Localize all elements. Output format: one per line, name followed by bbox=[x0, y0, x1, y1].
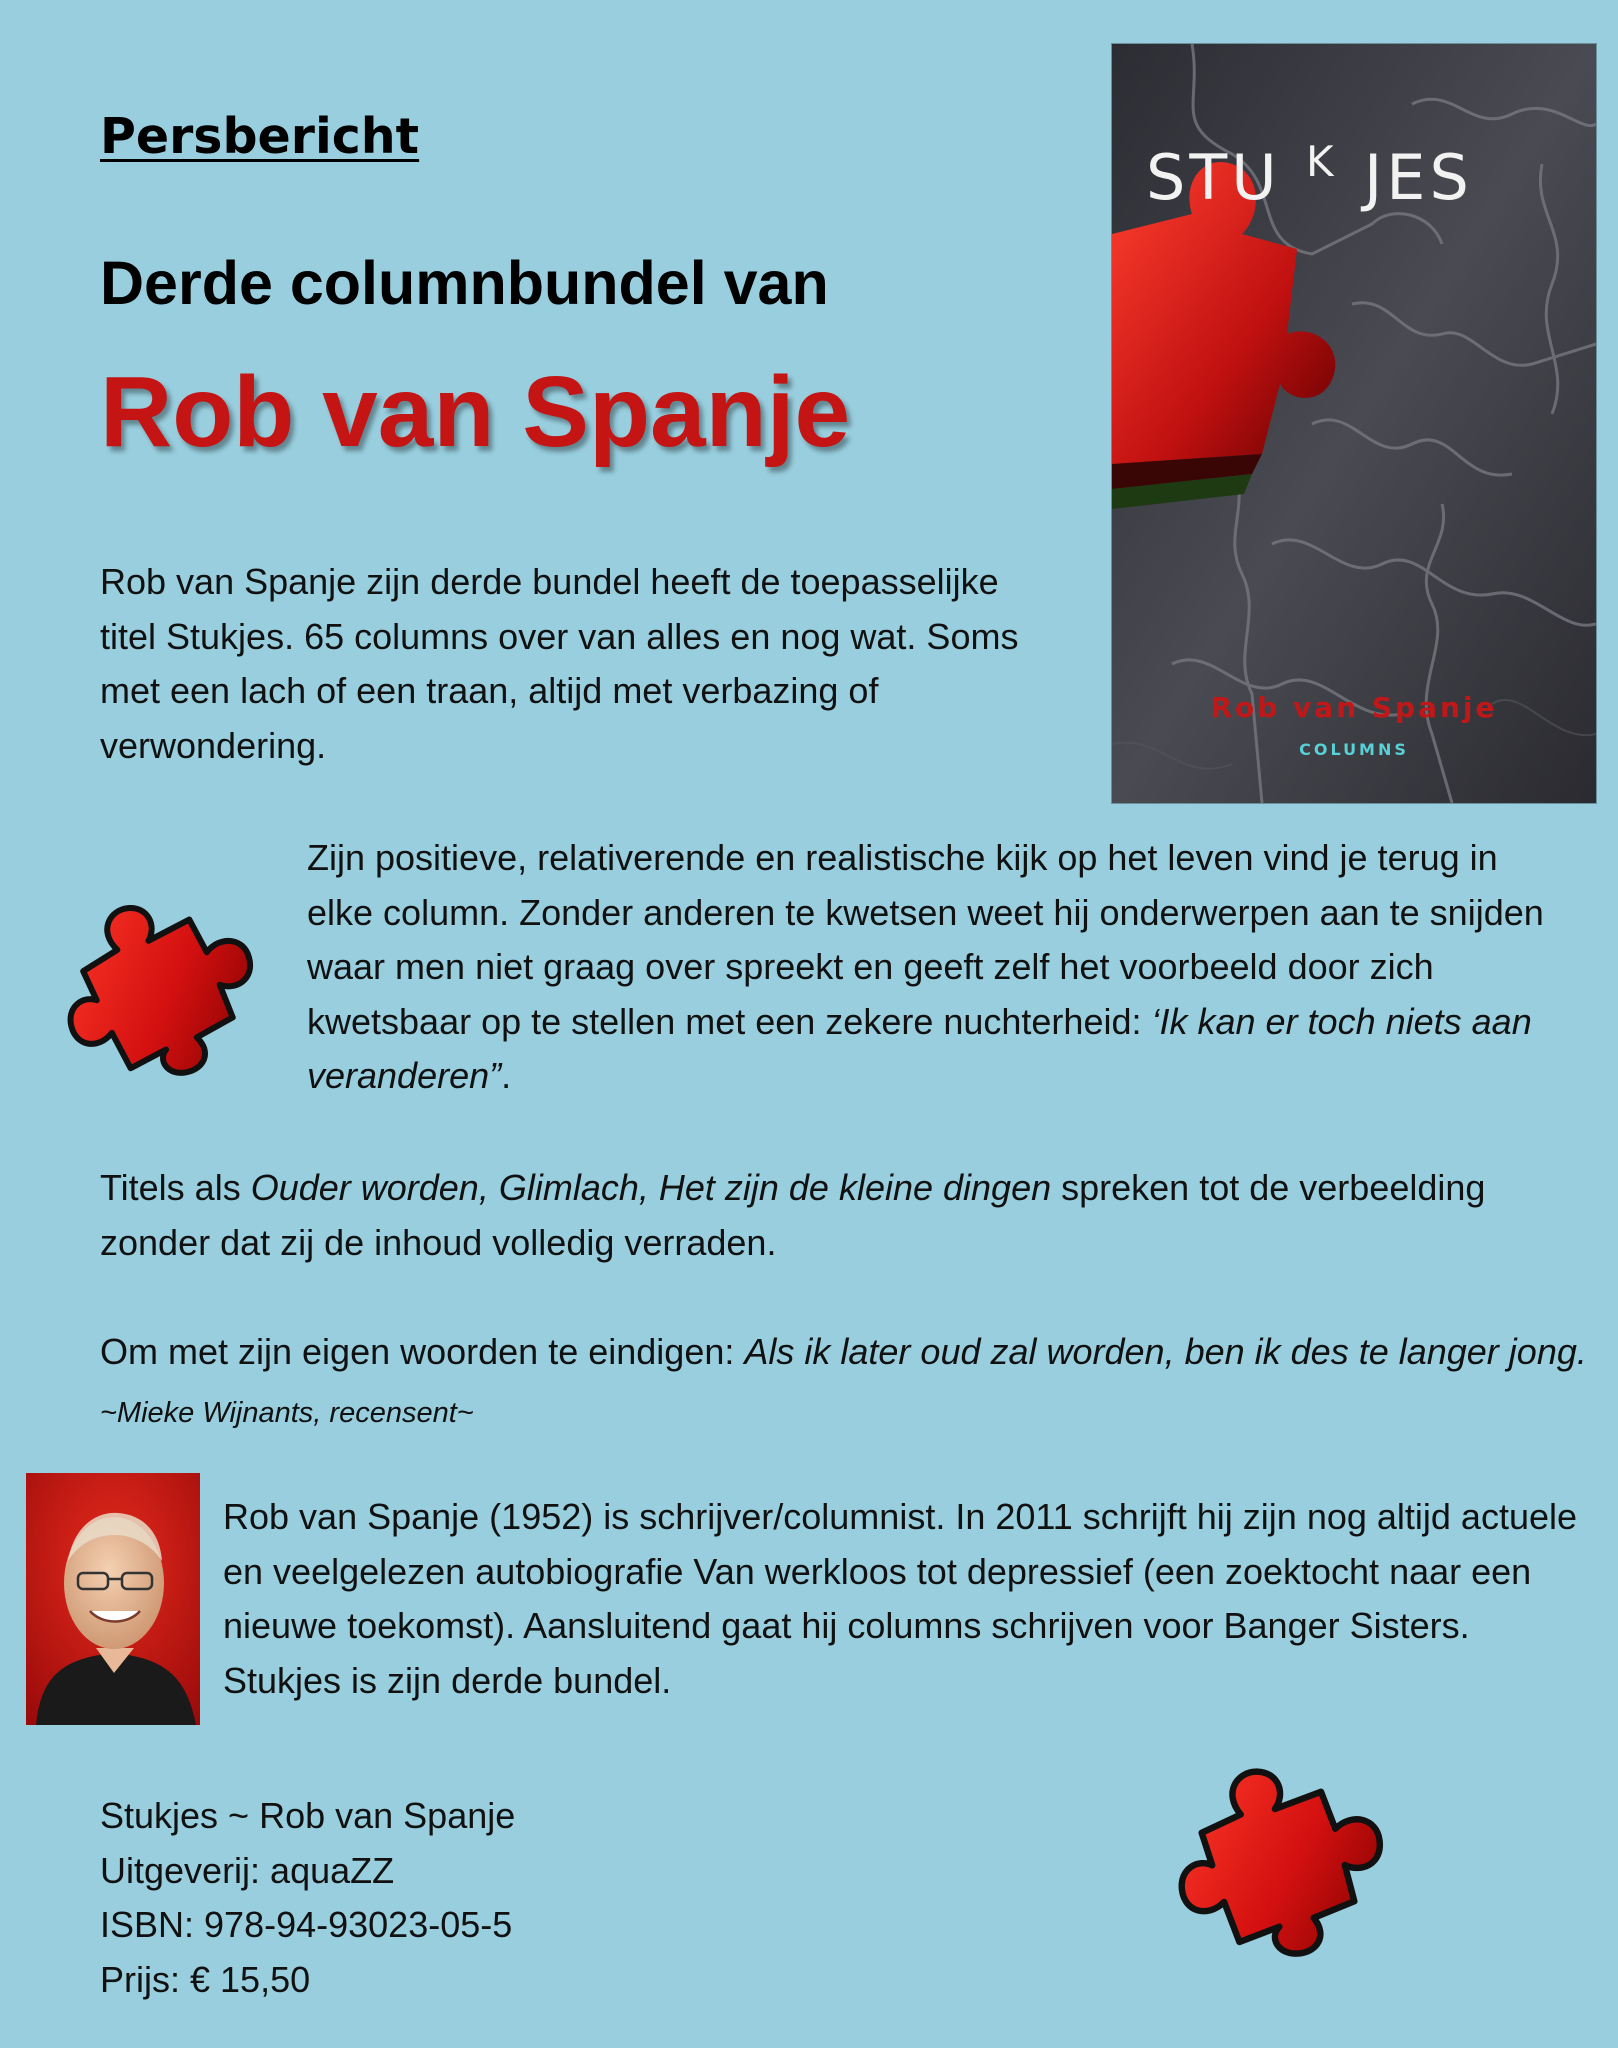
price-line: Prijs: € 15,50 bbox=[100, 1958, 311, 2000]
author-bio: Rob van Spanje (1952) is schrijver/columnist. In 2011 schrijft hij zijn nog altijd actuele en veelgelezen autobiografie Van werkloos tot depressief (een zoektocht naar een nieuwe toekomst). Aansluitend gaat hij columns schrijven voor Banger Sisters. Stukjes is zijn derde bundel. bbox=[223, 1496, 1578, 1701]
puzzle-piece-icon bbox=[1158, 1745, 1404, 1959]
paragraph-perspective-quote: ‘Ik kan er toch niets aan veranderen” bbox=[307, 1000, 1532, 1096]
book-facts bbox=[100, 1789, 515, 2007]
book-cover-image bbox=[1112, 44, 1596, 803]
page-subtitle: Derde columnbundel van bbox=[100, 249, 829, 317]
paragraph-closing-quote bbox=[100, 1325, 1600, 1440]
paragraph-perspective bbox=[307, 831, 1567, 1104]
press-release-label: Persbericht bbox=[100, 108, 420, 165]
cover-author: Rob van Spanje bbox=[1210, 691, 1498, 724]
reviewer-credit: ~Mieke Wijnants, recensent~ bbox=[100, 1396, 474, 1429]
puzzle-piece-icon bbox=[44, 880, 274, 1080]
paragraph-closing-start: Om met zijn eigen woorden te eindigen: bbox=[100, 1331, 745, 1372]
cover-title-left: STU bbox=[1146, 141, 1281, 214]
paragraph-perspective-end: . bbox=[501, 1055, 512, 1096]
cover-title-k: K bbox=[1306, 137, 1334, 186]
author-photo bbox=[26, 1473, 200, 1725]
isbn-line: ISBN: 978-94-93023-05-5 bbox=[100, 1904, 513, 1945]
paragraph-titles-end: spreken tot de verbeelding zonder dat zij de inhoud volledig verraden. bbox=[100, 1167, 1486, 1263]
paragraph-closing-quote-text: Als ik later oud zal worden, ben ik des te langer jong. bbox=[744, 1331, 1587, 1372]
page-title-author: Rob van Spanje bbox=[100, 356, 851, 468]
publisher-line: Uitgeverij: aquaZZ bbox=[100, 1849, 395, 1891]
intro-paragraph: Rob van Spanje zijn derde bundel heeft de toepasselijke titel Stukjes. 65 columns over van alles en nog wat. Soms met een lach of een traan, altijd met verbazing of verwondering. bbox=[100, 561, 1019, 766]
cover-series: COLUMNS bbox=[1299, 740, 1409, 759]
cover-title-right: JES bbox=[1364, 141, 1473, 214]
paragraph-titles-start: Titels als bbox=[100, 1167, 251, 1208]
paragraph-perspective-text: Zijn positieve, relativerende en realistische kijk op het leven vind je terug in elke column. Zonder anderen te kwetsen weet hij onderwerpen aan te snijden waar men niet graag over spreekt en geeft zelf het voorbeeld door zich kwetsbaar op te stellen met een zekere nuchterheid: bbox=[307, 837, 1544, 1042]
paragraph-titles-italic: Ouder worden, Glimlach, Het zijn de kleine dingen bbox=[250, 1167, 1052, 1208]
paragraph-titles bbox=[100, 1161, 1600, 1270]
book-title-line: Stukjes ~ Rob van Spanje bbox=[100, 1795, 516, 1836]
